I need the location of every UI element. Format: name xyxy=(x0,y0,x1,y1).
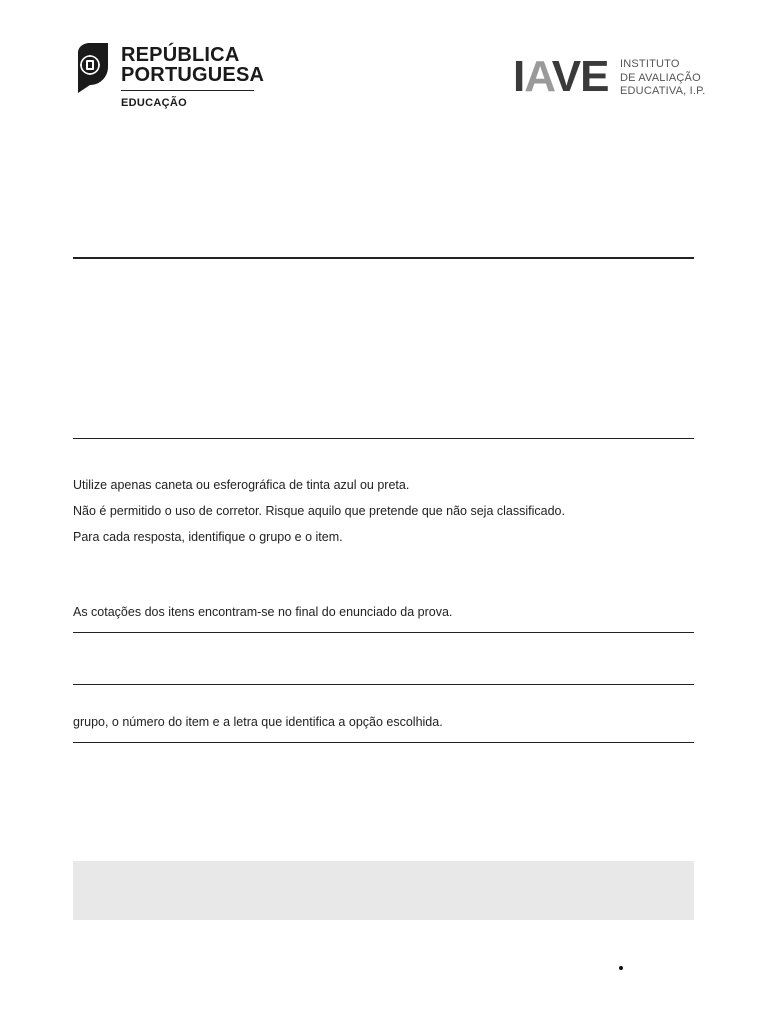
republica-portuguesa-logo xyxy=(72,43,265,113)
iave-letter-i: I xyxy=(513,52,525,101)
section-rule-3 xyxy=(73,742,694,743)
section-rule-2 xyxy=(73,684,694,685)
republica-portuguesa-title xyxy=(121,45,264,85)
title-bottom-rule xyxy=(73,438,694,439)
iave-letter-a: A xyxy=(524,52,552,101)
rp-subtitle-educacao: EDUCAÇÃO xyxy=(121,97,187,109)
rp-title-line1: REPÚBLICA xyxy=(121,44,240,66)
iave-letter-e: E xyxy=(580,52,609,101)
gray-info-box xyxy=(73,861,694,920)
selection-note: grupo, o número do item e a letra que identifica a opção escolhida. xyxy=(73,715,443,729)
instruction-pen: Utilize apenas caneta ou esferográfica de tinta azul ou preta. xyxy=(73,478,410,492)
iave-name-line1: INSTITUTO xyxy=(620,58,680,70)
instruction-corrector: Não é permitido o uso de corretor. Risque aquilo que pretende que não seja classificado. xyxy=(73,504,565,518)
instruction-identify: Para cada resposta, identifique o grupo e o item. xyxy=(73,530,343,544)
rp-title-line2: PORTUGUESA xyxy=(121,64,265,86)
section-rule-1 xyxy=(73,632,694,633)
iave-letter-v: V xyxy=(551,52,581,101)
iave-full-name xyxy=(620,58,706,99)
title-top-rule xyxy=(73,257,694,259)
portuguese-flag-emblem-icon xyxy=(72,43,109,93)
cotacoes-note: As cotações dos itens encontram-se no final do enunciado da prova. xyxy=(73,605,453,619)
iave-logo xyxy=(513,52,706,101)
iave-name-line2: DE AVALIAÇÃO xyxy=(620,71,701,84)
iave-name-line3: EDUCATIVA, I.P. xyxy=(620,85,706,97)
page-dot-mark xyxy=(619,966,623,970)
iave-acronym xyxy=(513,52,609,101)
rp-logo-divider xyxy=(121,90,254,91)
